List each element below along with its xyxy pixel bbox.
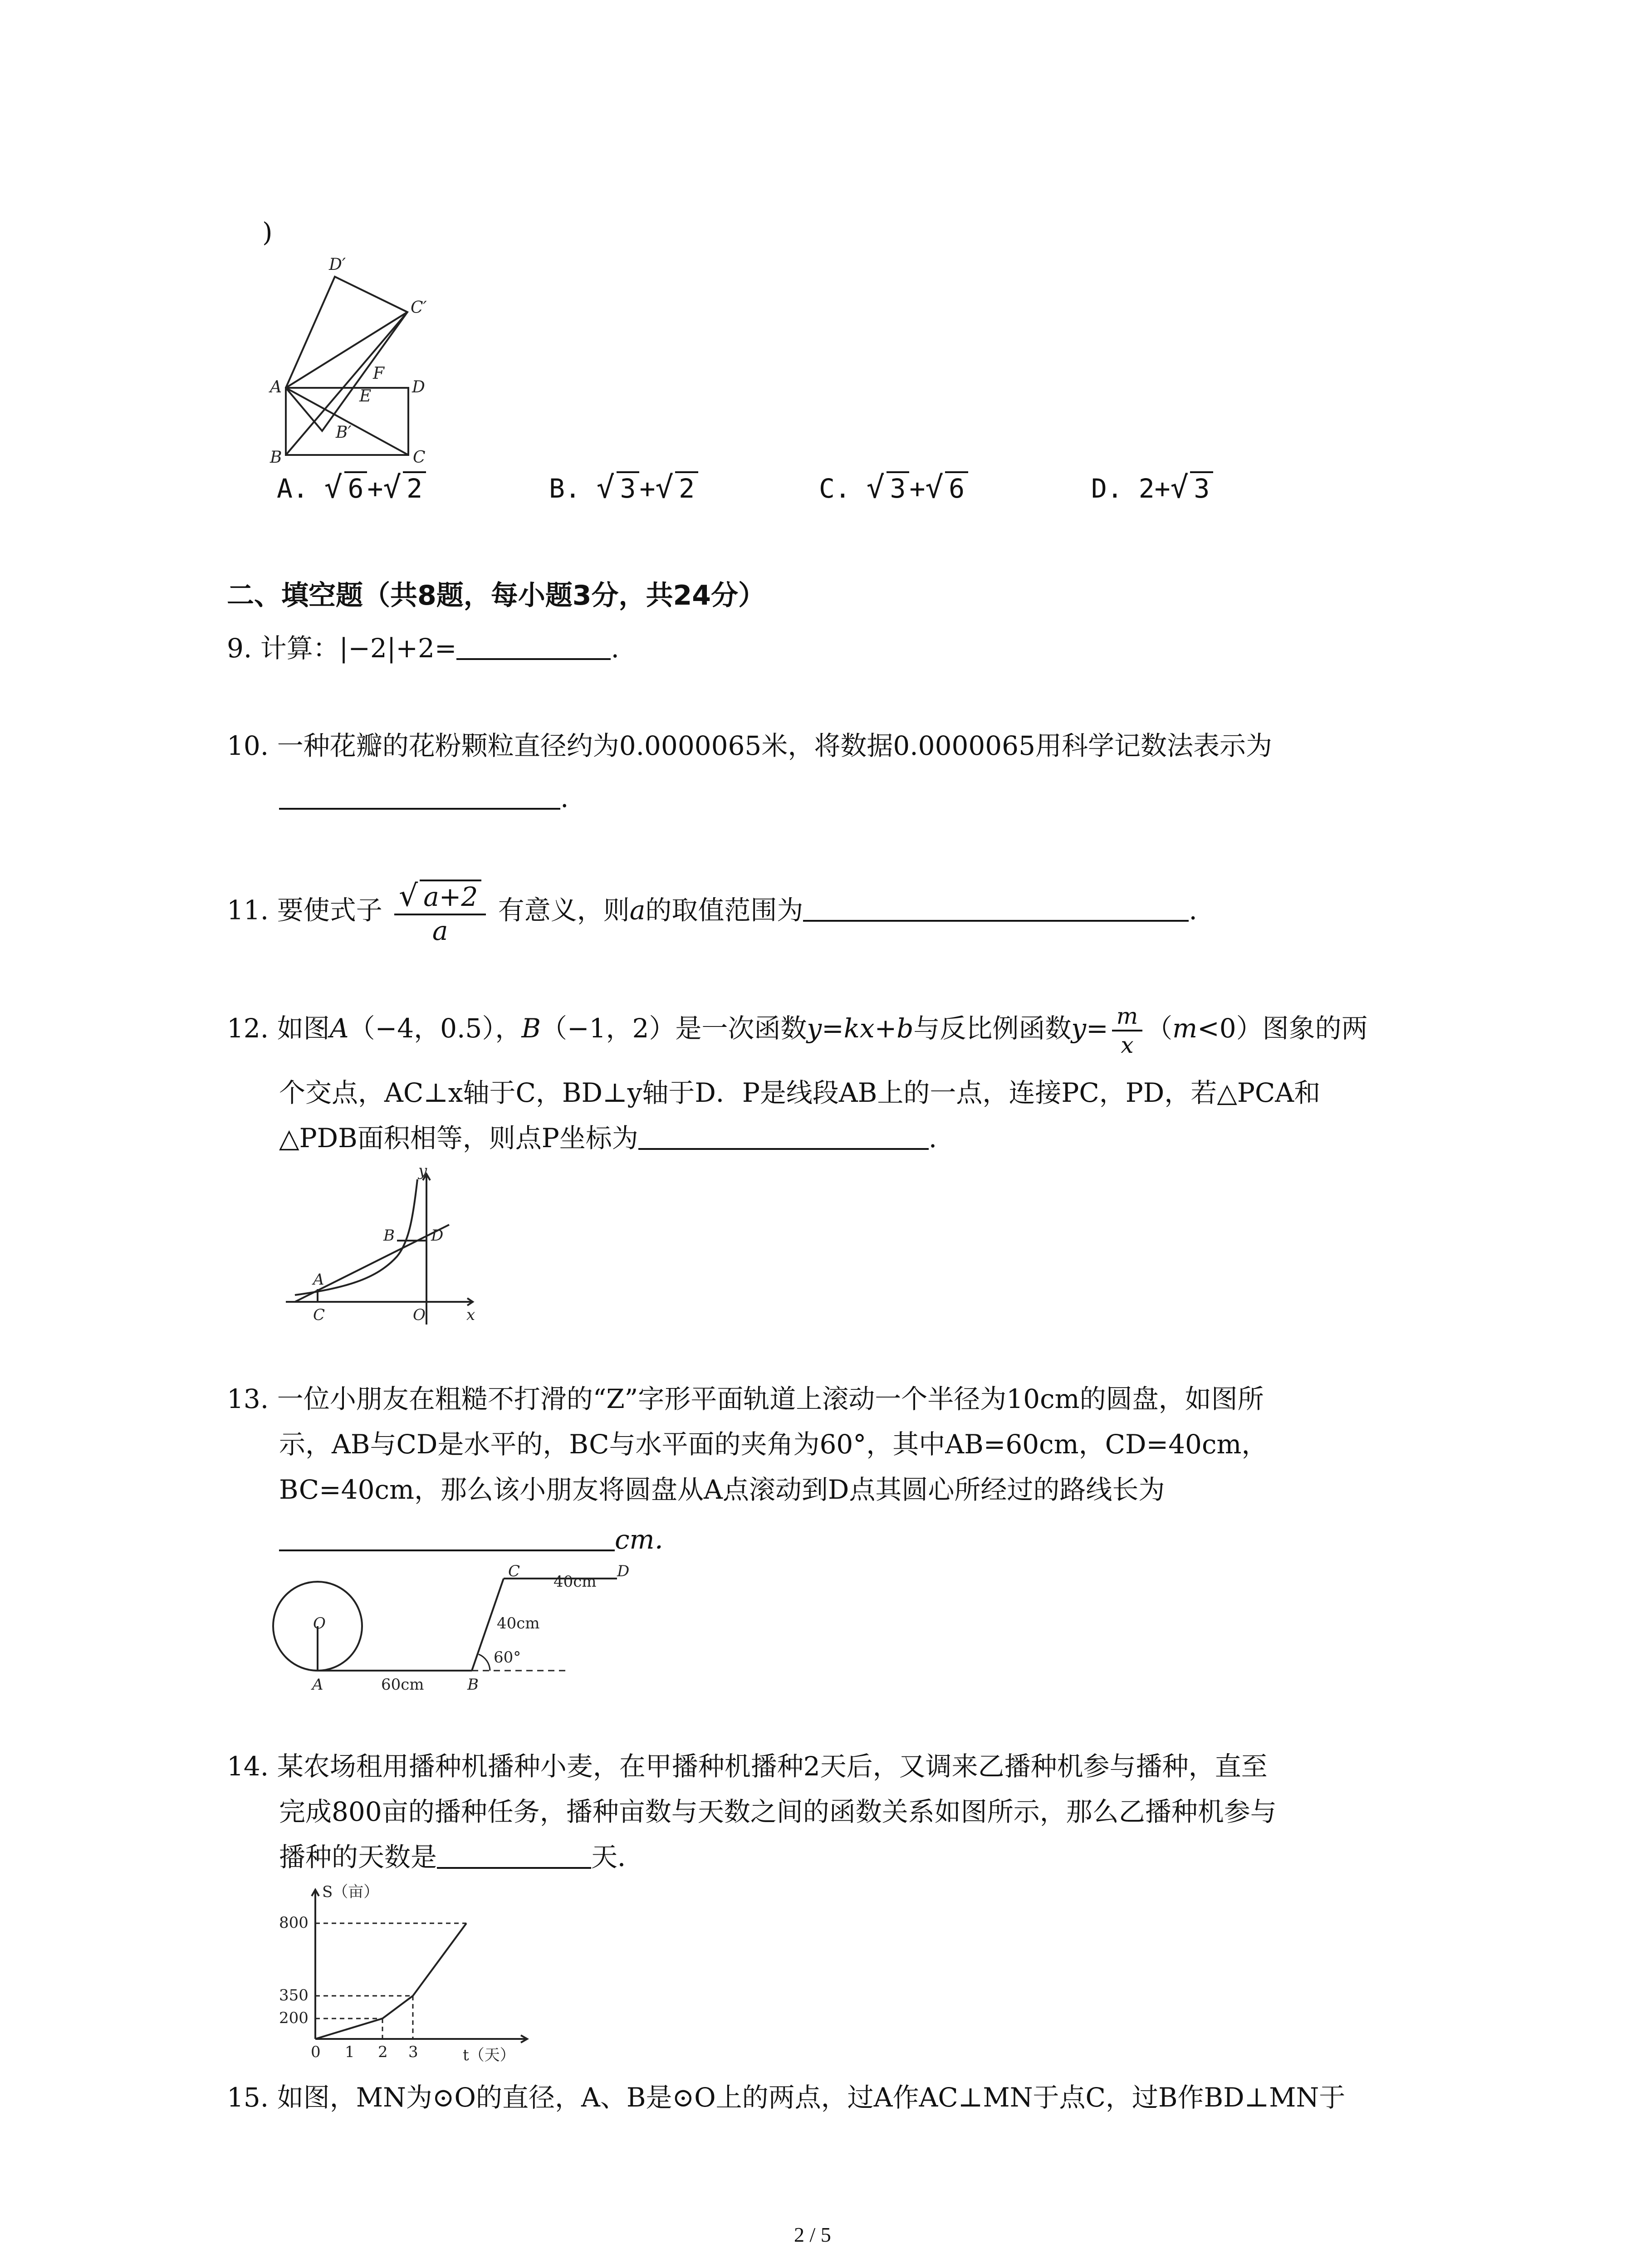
label-d: D (412, 378, 425, 396)
question-10 (227, 730, 1272, 762)
question-text: 一种花瓣的花粉颗粒直径约为0.0000065米，将数据0.0000065用科学记数法表示为 (277, 730, 1272, 761)
q8-figure (254, 254, 445, 467)
question-text: 计算：|−2|+2= (260, 633, 457, 664)
label-d: D (617, 1562, 630, 1580)
tick-350: 350 (279, 1986, 309, 2004)
q12-figure (277, 1166, 495, 1329)
label-cd: 40cm (554, 1573, 597, 1591)
page-number: 2 / 5 (794, 2223, 831, 2246)
q14-figure (272, 1882, 554, 2064)
question-number: 9. (227, 633, 252, 664)
option-a: A. √ 6 +√ 2 (277, 469, 426, 505)
label-ab: 60cm (381, 1676, 424, 1692)
question-15 (227, 2082, 1345, 2114)
diag-ac-prime (286, 312, 407, 388)
question-number: 15. (227, 2082, 269, 2113)
angle-arc (479, 1654, 490, 1671)
sowing-graph (315, 1923, 466, 2039)
option-radicand: 2 (403, 471, 426, 505)
label-o: O (313, 1614, 326, 1633)
question-number: 12. (227, 1013, 269, 1044)
answer-blank (456, 634, 611, 660)
question-number: 13. (227, 1383, 269, 1414)
diag-ac (286, 388, 408, 455)
question-12-line-2: 个交点，AC⊥x轴于C，BD⊥y轴于D．P是线段AB上的一点，连接PC，PD，若△PCA和 (279, 1077, 1321, 1108)
question-13-line-2: 示，AB与CD是水平的，BC与水平面的夹角为60°，其中AB=60cm，CD=40cm， (279, 1429, 1268, 1460)
option-letter: A. (277, 473, 309, 504)
question-text: 一位小朋友在粗糙不打滑的“Z”字形平面轨道上滚动一个半径为10cm的圆盘，如图所 (277, 1383, 1264, 1414)
label-a: A (270, 378, 282, 396)
rotated-rectangle (286, 277, 407, 431)
option-d: D. 2+√ 3 (1091, 469, 1213, 505)
q13-figure (268, 1560, 640, 1692)
label-d-prime: D′ (329, 255, 346, 274)
label-c: C (413, 448, 426, 467)
tick-2: 2 (378, 2043, 388, 2061)
question-number: 11. (227, 894, 269, 926)
tick-200: 200 (279, 2009, 309, 2027)
label-bc: 40cm (497, 1614, 540, 1633)
question-number: 10. (227, 730, 269, 761)
answer-blank (803, 895, 1189, 922)
label-angle: 60° (494, 1648, 521, 1667)
question-9: 9. 计算：|−2|+2= . (227, 633, 619, 664)
question-13-line-3: BC=40cm，那么该小朋友将圆盘从A点滚动到D点其圆心所经过的路线长为 (279, 1474, 1165, 1505)
option-b: B. √ 3 +√ 2 (549, 469, 698, 505)
label-c-prime: C′ (411, 298, 427, 317)
question-14-line-2: 完成800亩的播种任务，播种亩数与天数之间的函数关系如图所示，那么乙播种机参与 (279, 1796, 1277, 1827)
tick-0: 0 (311, 2043, 321, 2061)
tick-3: 3 (408, 2043, 418, 2061)
question-13 (227, 1383, 1264, 1415)
label-y: y (418, 1166, 427, 1180)
fraction: $\frac{m}{x}$ (1112, 1002, 1142, 1059)
question-11: 11. 要使式子 $\frac{√ a+2}{a}$ 有意义，则a的取值范围为 . (227, 878, 1197, 947)
label-a: A (312, 1676, 323, 1692)
option-radicand: 6 (344, 471, 367, 505)
label-e: E (359, 387, 372, 406)
answer-blank (279, 783, 560, 810)
label-x: x (466, 1306, 475, 1324)
label-f: F (373, 364, 384, 383)
question-14-line-3: 播种的天数是 天． (279, 1842, 644, 1872)
question-text: 如图，MN为⊙O的直径，A、B是⊙O上的两点，过A作AC⊥MN于点C，过B作BD⊥MN于 (277, 2082, 1346, 2113)
question-13-answer-line: cm． (279, 1524, 681, 1556)
option-c: C. √ 3 +√ 6 (819, 469, 968, 505)
question-10-answer-line: . (279, 782, 568, 814)
answer-blank (437, 1843, 591, 1869)
section-heading: 二、填空题（共8题，每小题3分，共24分） (227, 580, 765, 611)
question-14 (227, 1751, 1268, 1783)
answer-blank (279, 1525, 615, 1551)
label-c: C (313, 1306, 325, 1324)
answer-blank (638, 1124, 929, 1150)
label-b: B (383, 1227, 395, 1245)
label-c: C (508, 1562, 520, 1580)
paren-close: ) (262, 217, 273, 248)
question-12: 12. 如图A（−4，0.5），B（−1，2）是一次函数y=kx+b与反比例函数y= $\frac{m}{x}$ （m<0）图象的两 (227, 1003, 1368, 1058)
label-b-prime: B′ (336, 423, 352, 442)
question-number: 14. (227, 1751, 269, 1782)
tick-1: 1 (345, 2043, 355, 2061)
tick-800: 800 (279, 1914, 309, 1932)
question-12-line-3: △PDB面积相等，则点P坐标为 . (279, 1123, 937, 1154)
label-b: B (467, 1676, 479, 1692)
label-b: B (270, 448, 282, 467)
question-text: 某农场租用播种机播种小麦，在甲播种机播种2天后，又调来乙播种机参与播种，直至 (277, 1751, 1268, 1782)
label-d: D (431, 1227, 444, 1245)
label-a: A (313, 1271, 324, 1289)
fraction: $\frac{√ a+2}{a}$ (394, 878, 486, 947)
axis-label-t: t（天） (463, 2046, 515, 2064)
label-o: O (413, 1306, 426, 1324)
axis-label-s: S（亩） (322, 1883, 379, 1901)
